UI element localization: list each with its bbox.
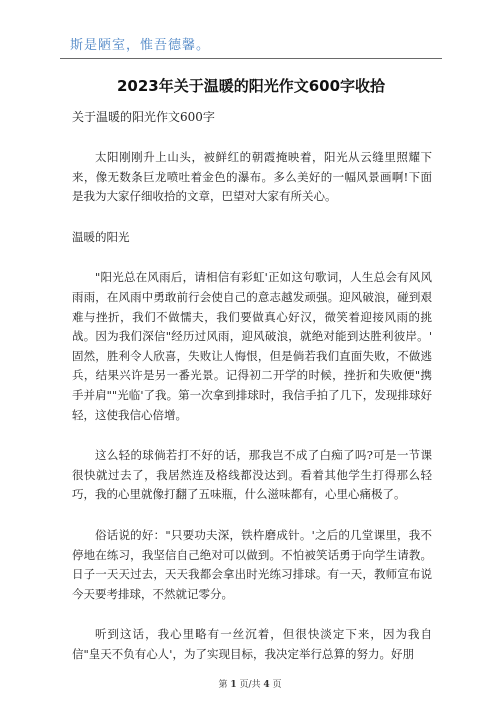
page-current: 1 bbox=[230, 680, 237, 690]
footer-middle: 页/共 bbox=[236, 680, 264, 690]
intro-paragraph: 太阳刚刚升上山头，被鲜红的朝霞掩映着，阳光从云缝里照耀下来，像无数条巨龙喷吐着金色的瀑布。多么美好的一幅风景画啊!下面是我为大家仔细收拾的文章，巴望对大家有所关心。 bbox=[72, 150, 432, 204]
document-body bbox=[72, 148, 432, 685]
header-motto: 斯是陋室，惟吾德馨。 bbox=[70, 38, 211, 53]
header-divider bbox=[60, 58, 442, 59]
page-total: 4 bbox=[263, 680, 270, 690]
document-title: 2023年关于温暖的阳光作文600字收拾 bbox=[116, 77, 386, 95]
document-subtitle: 关于温暖的阳光作文600字 bbox=[72, 110, 215, 124]
page-footer bbox=[0, 677, 500, 690]
body-paragraph: "阳光总在风雨后，请相信有彩虹'正如这句歌词，人生总会有风风雨雨，在风雨中勇敢前行会使自己的意志越发顽强。迎风破浪，碰到艰难与挫折，我们不做懦夫，我们要做真心好汉，微笑着迎接风雨的挑战。因为我们深信"经历过风雨，迎风破浪，就绝对能到达胜利彼岸。' 固然，胜利令人欣喜，失败让人悔恨，但是倘若我们直面失败，不做逃兵，结果兴许是另一番光景。记得初二开学的时候，挫折和失败便"携手并肩""光临'了我。第一次拿到排球时，我信手拍了几下，发现排球好轻，这使我信心倍增。 bbox=[72, 270, 432, 422]
body-paragraph: 俗话说的好："只要功夫深，铁杵磨成针。'之后的几堂课里，我不停地在练习，我坚信自己绝对可以做到。不怕被笑话勇于向学生请教。日子一天天过去，天天我都会拿出时光练习排球。有一天，教师宣布说今天要考排球，不然就记零分。 bbox=[72, 527, 432, 601]
body-paragraph: 这么轻的球倘若打不好的话，那我岂不成了白痴了吗?可是一节课很快就过去了，我居然连及格线都没达到。看着其他学生打得那么轻巧，我的心里就像打翻了五味瓶，什么滋味都有，心里心痛极了。 bbox=[72, 448, 432, 502]
section-heading: 温暖的阳光 bbox=[72, 229, 130, 244]
footer-prefix: 第 bbox=[218, 680, 231, 690]
body-paragraph: 听到这话，我心里略有一丝沉着，但很快淡定下来，因为我自信"皇天不负有心人'，为了实现目标，我决定举行总算的努力。好朋 bbox=[72, 627, 432, 661]
footer-suffix: 页 bbox=[269, 680, 282, 690]
